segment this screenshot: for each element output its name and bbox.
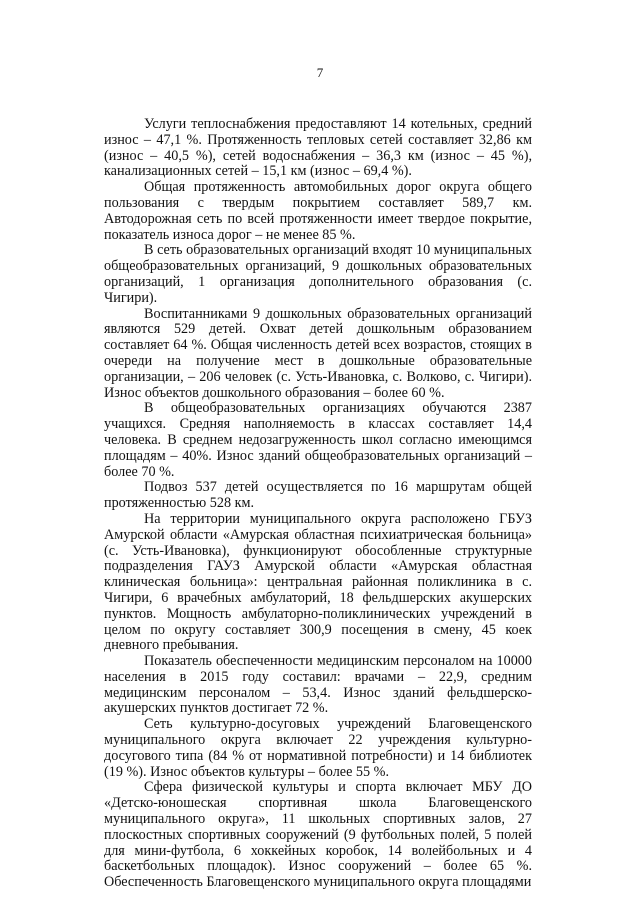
paragraph-heat-supply: Услуги теплоснабжения предоставляют 14 котельных, средний износ – 47,1 %. Протяженность тепловых сетей составляет 32,86 км (износ – 40,5 %), сетей водоснабжения – 36,3 км (износ – 45 %), канализационных сетей – 15,1 км (износ – 69,4 %). [104, 116, 532, 180]
paragraph-transport: Подвоз 537 детей осуществляется по 16 маршрутам общей протяженностью 528 км. [104, 479, 532, 512]
paragraph-general-education: В общеобразовательных организациях обучаются 2387 учащихся. Средняя наполняемость в классах составляет 14,4 человека. В среднем недозагруженность школ согласно имеющимся площадям – 40%. Износ зданий общеобразовательных организаций – более 70 %. [104, 400, 532, 480]
body-text [104, 117, 532, 891]
page-number: 7 [316, 65, 324, 80]
paragraph-preschool: Воспитанниками 9 дошкольных образовательных организаций являются 529 детей. Охват детей дошкольным образованием составляет 64 %. Общая численность детей всех возрастов, стоящих в очереди на получение мест в дошкольные образовательные организации, – 206 человек (с. Усть-Ивановка, с. Волково, с. Чигири). Износ объектов дошкольного образования – более 60 %. [104, 305, 532, 401]
paragraph-culture: Сеть культурно-досуговых учреждений Благовещенского муниципального округа включает 22 учреждения культурно-досугового типа (84 % от нормативной потребности) и 14 библиотек (19 %). Износ объектов культуры – более 55 %. [104, 716, 532, 780]
paragraph-roads: Общая протяженность автомобильных дорог округа общего пользования с твердым покрытием составляет 589,7 км. Автодорожная сеть по всей протяженности имеет твердое покрытие, показатель износа дорог – не менее 85 %. [104, 179, 532, 243]
paragraph-healthcare: На территории муниципального округа расположено ГБУЗ Амурской области «Амурская областная психиатрическая больница» (с. Усть-Ивановка), функционируют обособленные структурные подразделения ГАУЗ Амурской области «Амурская областная клиническая больница»: центральная районная поликлиника в с. Чигири, 6 врачебных амбулаторий, 18 фельдшерских акушерских пунктов. Мощность амбулаторно-поликлинических учреждений в целом по округу составляет 300,9 посещения в смену, 45 коек дневного пребывания. [104, 510, 532, 654]
paragraph-medical-staff: Показатель обеспеченности медицинским персоналом на 10000 населения в 2015 году составил: врачами – 22,9, средним медицинским персоналом – 53,4. Износ зданий фельдшерско-акушерских пунктов достигает 72 %. [104, 653, 532, 717]
paragraph-education-network: В сеть образовательных организаций входят 10 муниципальных общеобразовательных организаций, 9 дошкольных образовательных организаций, 1 организация дополнительного образования (с. Чигири). [104, 242, 532, 306]
paragraph-sports: Сфера физической культуры и спорта включает МБУ ДО «Детско-юношеская спортивная школа Благовещенского муниципального округа», 11 школьных спортивных залов, 27 плоскостных спортивных сооружений (9 футбольных полей, 5 полей для мини-футбола, 6 хоккейных коробок, 14 волейбольных и 4 баскетбольных площадок). Износ сооружений – более 65 %. Обеспеченность Благовещенского муниципального округа площадями [104, 779, 532, 891]
